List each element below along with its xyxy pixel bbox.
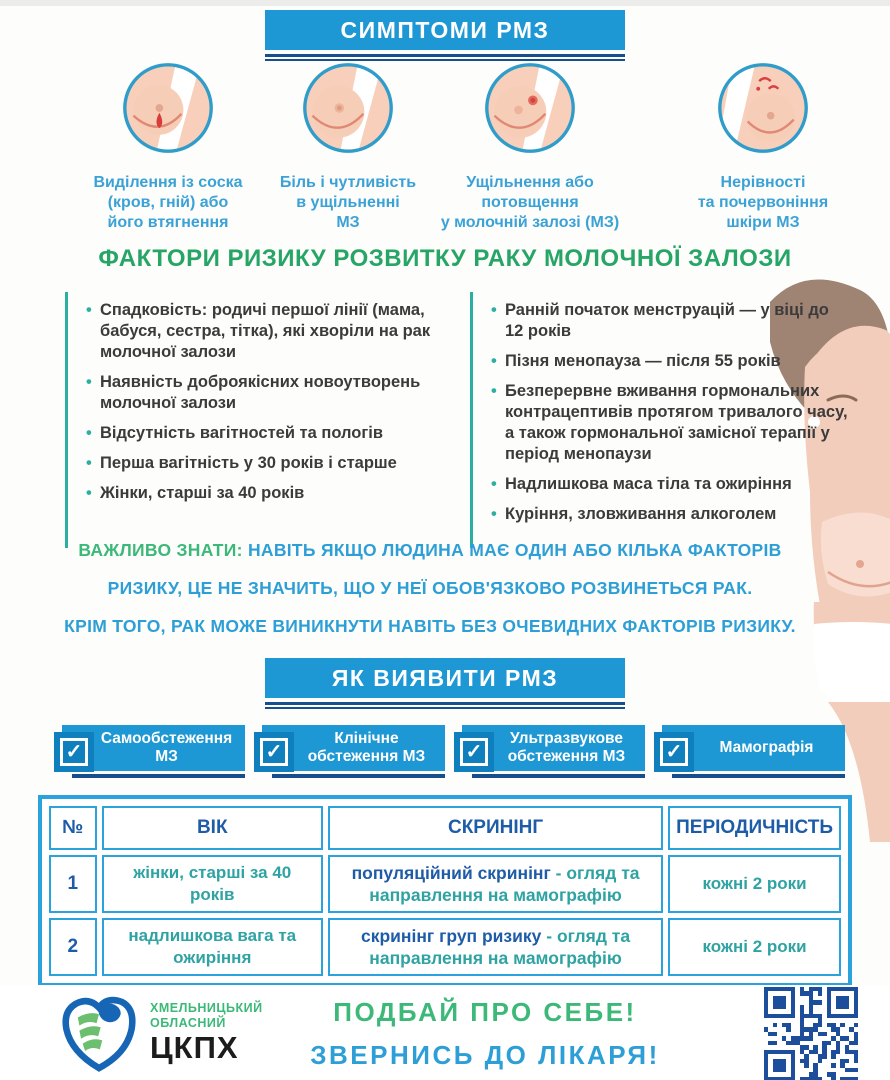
table-header-row (49, 806, 841, 850)
symptom-caption: Нерівності та почервоніння шкіри МЗ (697, 174, 829, 231)
symptom-caption: Ущільнення або потовщення у молочній залозі (МЗ) (440, 174, 620, 231)
symptoms-header-underline (265, 54, 625, 61)
detection-method-chip (262, 725, 445, 778)
table-row (49, 855, 841, 913)
detection-method-chip (662, 725, 845, 778)
age-cell: надлишкова вага та ожиріння (102, 918, 323, 976)
checkbox-checked-icon: ✓ (254, 732, 294, 772)
detection-method-label: Ультразвукове обстеження МЗ (507, 730, 626, 765)
call-to-action (255, 997, 715, 1071)
screening-type: популяційний скринінг (351, 863, 551, 883)
detection-method-chip (62, 725, 245, 778)
org-name-line2: ОБЛАСНИЙ (150, 1016, 226, 1030)
column-header-periodicity: ПЕРІОДИЧНІСТЬ (668, 806, 841, 850)
chip-underline (72, 774, 245, 778)
breast-discharge-icon (120, 60, 216, 156)
risk-factors-right-column (470, 292, 850, 548)
symptom-item (648, 60, 878, 233)
checkbox-checked-icon: ✓ (454, 732, 494, 772)
detection-header-underline (265, 702, 625, 709)
symptom-item (415, 60, 645, 233)
risk-factor-item: • Надлишкова маса тіла та ожиріння (491, 474, 850, 495)
checkbox-checked-icon: ✓ (654, 732, 694, 772)
column-header-number: № (49, 806, 97, 850)
column-header-screening: СКРИНІНГ (328, 806, 663, 850)
risk-factors-columns (65, 292, 855, 548)
detection-method-label: Клінічне обстеження МЗ (307, 730, 426, 765)
ckph-logo-icon (58, 993, 140, 1073)
screening-cell (328, 855, 663, 913)
chip-underline (472, 774, 645, 778)
important-note-line2: РИЗИКУ, ЦЕ НЕ ЗНАЧИТЬ, ЩО У НЕЇ ОБОВ'ЯЗКОВО РОЗВИНЕТЬСЯ РАК. (107, 578, 753, 598)
org-abbreviation: ЦКПХ (150, 1030, 239, 1065)
row-number: 1 (49, 855, 97, 913)
symptoms-row (0, 60, 890, 230)
risk-factor-item: • Спадковість: родичі першої лінії (мама, бабуся, сестра, тітка), які хворіли на рак молочної залози (86, 300, 460, 363)
call-to-action-line2: ЗВЕРНИСЬ ДО ЛІКАРЯ! (310, 1040, 660, 1070)
breast-lump-icon (482, 60, 578, 156)
symptoms-header-title: СИМПТОМИ РМЗ (265, 10, 625, 50)
detection-header-title: ЯК ВИЯВИТИ РМЗ (265, 658, 625, 698)
detection-header (265, 658, 625, 709)
org-name-line1: ХМЕЛЬНИЦЬКИЙ (150, 1001, 263, 1015)
footer (0, 985, 890, 1080)
detection-method-label: Самообстеження МЗ (100, 730, 233, 765)
screening-detail: - огляд та направлення на мамографію (369, 863, 640, 905)
symptoms-header (265, 10, 625, 61)
breast-skin-redness-icon (715, 60, 811, 156)
top-strip (0, 0, 890, 6)
risk-factor-item: • Наявність доброякісних новоутворень молочної залози (86, 372, 460, 414)
period-cell: кожні 2 роки (668, 855, 841, 913)
checkbox-checked-icon: ✓ (54, 732, 94, 772)
row-number: 2 (49, 918, 97, 976)
period-cell: кожні 2 роки (668, 918, 841, 976)
call-to-action-line1: ПОДБАЙ ПРО СЕБЕ! (333, 997, 637, 1027)
risk-factor-item: • Ранній початок менструацій — у віці до 12 років (491, 300, 850, 342)
important-note (0, 540, 860, 654)
detection-method-chip (462, 725, 645, 778)
important-note-line3: КРІМ ТОГО, РАК МОЖЕ ВИНИКНУТИ НАВІТЬ БЕЗ ОЧЕВИДНИХ ФАКТОРІВ РИЗИКУ. (64, 616, 796, 636)
risk-factor-item: • Відсутність вагітностей та пологів (86, 423, 460, 444)
screening-type: скринінг груп ризику (360, 926, 542, 946)
screening-detail: - огляд та направлення на мамографію (369, 926, 631, 968)
chip-underline (672, 774, 845, 778)
table-row (49, 918, 841, 976)
risk-factors-left-column (65, 292, 460, 548)
detection-method-label: Мамографія (719, 739, 814, 756)
org-logo (58, 993, 263, 1073)
screening-cell (328, 918, 663, 976)
breast-pain-icon (300, 60, 396, 156)
risk-factor-item: • Пізня менопауза — після 55 років (491, 351, 850, 372)
symptom-caption: Біль і чутливість в ущільненні МЗ (279, 174, 417, 231)
qr-code (764, 987, 858, 1080)
risk-factor-item: • Куріння, зловживання алкоголем (491, 504, 850, 525)
important-note-line1: НАВІТЬ ЯКЩО ЛЮДИНА МАЄ ОДИН АБО КІЛЬКА ФАКТОРІВ (247, 540, 782, 560)
chip-underline (272, 774, 445, 778)
risk-factor-item: • Безперервне вживання гормональних контрацептивів протягом тривалого часу, а також гормональної замісної терапії у період менопаузи (491, 381, 850, 465)
risk-factors-title: ФАКТОРИ РИЗИКУ РОЗВИТКУ РАКУ МОЛОЧНОЇ ЗАЛОЗИ (98, 245, 792, 272)
risk-factor-item: • Жінки, старші за 40 років (86, 483, 460, 504)
column-header-age: ВІК (102, 806, 323, 850)
symptom-caption: Виділення із соска (кров, гній) або його втягнення (93, 174, 243, 231)
important-note-label: ВАЖЛИВО ЗНАТИ: (78, 540, 243, 560)
age-cell: жінки, старші за 40 років (102, 855, 323, 913)
org-name (150, 1001, 263, 1065)
risk-factor-item: • Перша вагітність у 30 років і старше (86, 453, 460, 474)
detection-methods-row (0, 725, 890, 785)
screening-table (38, 795, 852, 987)
